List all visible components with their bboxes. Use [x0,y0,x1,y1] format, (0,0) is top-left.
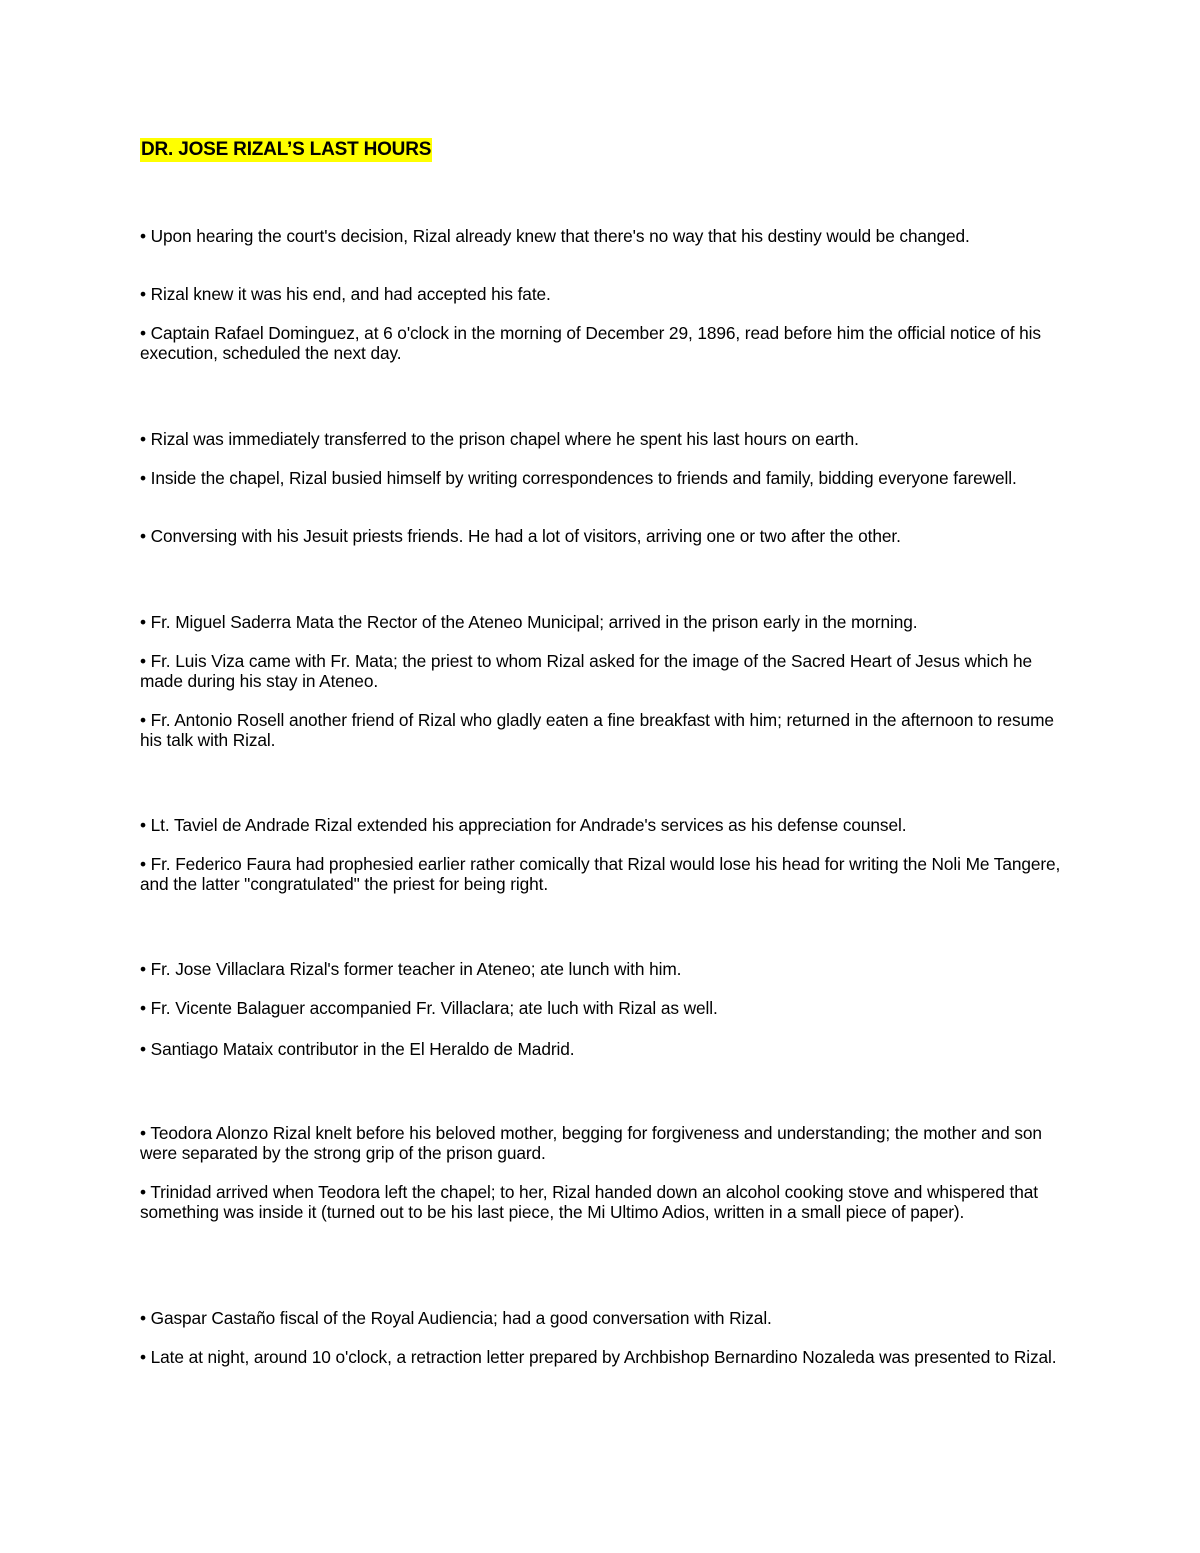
paragraph-fr-faura: • Fr. Federico Faura had prophesied earlier rather comically that Rizal would lose his head for writing the Noli Me Tangere, and the latter "congratulated" the priest for being right. [140,854,1061,894]
paragraph-lt-andrade: • Lt. Taviel de Andrade Rizal extended his appreciation for Andrade's services as his defense counsel. [140,815,907,835]
paragraph-santiago-mataix: • Santiago Mataix contributor in the El Heraldo de Madrid. [140,1039,575,1059]
document-title: DR. JOSE RIZAL’S LAST HOURS [141,139,432,160]
paragraph-prison-chapel: • Rizal was immediately transferred to the prison chapel where he spent his last hours on earth. [140,429,859,449]
paragraph-court-decision: • Upon hearing the court's decision, Rizal already knew that there's no way that his destiny would be changed. [140,226,970,246]
paragraph-fr-rosell: • Fr. Antonio Rosell another friend of Rizal who gladly eaten a fine breakfast with him; returned in the afternoon to resume his talk with Rizal. [140,710,1054,750]
paragraph-retraction-letter: • Late at night, around 10 o'clock, a retraction letter prepared by Archbishop Bernardino Nozaleda was presented to Rizal. [140,1347,1057,1367]
paragraph-jesuit-visitors: • Conversing with his Jesuit priests friends. He had a lot of visitors, arriving one or two after the other. [140,526,901,546]
paragraph-correspondences: • Inside the chapel, Rizal busied himself by writing correspondences to friends and family, bidding everyone farewell. [140,468,1017,488]
paragraph-trinidad: • Trinidad arrived when Teodora left the chapel; to her, Rizal handed down an alcohol cooking stove and whispered that something was inside it (turned out to be his last piece, the Mi Ultimo Adios, written in a small piece of paper). [140,1182,1038,1222]
paragraph-fr-villaclara: • Fr. Jose Villaclara Rizal's former teacher in Ateneo; ate lunch with him. [140,959,682,979]
paragraph-accepted-fate: • Rizal knew it was his end, and had accepted his fate. [140,284,551,304]
paragraph-fr-mata: • Fr. Miguel Saderra Mata the Rector of the Ateneo Municipal; arrived in the prison early in the morning. [140,612,918,632]
paragraph-fr-balaguer: • Fr. Vicente Balaguer accompanied Fr. Villaclara; ate luch with Rizal as well. [140,998,718,1018]
paragraph-teodora-alonzo: • Teodora Alonzo Rizal knelt before his beloved mother, begging for forgiveness and understanding; the mother and son were separated by the strong grip of the prison guard. [140,1123,1042,1163]
paragraph-gaspar-castano: • Gaspar Castaño fiscal of the Royal Audiencia; had a good conversation with Rizal. [140,1308,772,1328]
paragraph-official-notice: • Captain Rafael Dominguez, at 6 o'clock in the morning of December 29, 1896, read before him the official notice of his execution, scheduled the next day. [140,323,1041,363]
paragraph-fr-viza: • Fr. Luis Viza came with Fr. Mata; the priest to whom Rizal asked for the image of the Sacred Heart of Jesus which he made during his stay in Ateneo. [140,651,1032,691]
